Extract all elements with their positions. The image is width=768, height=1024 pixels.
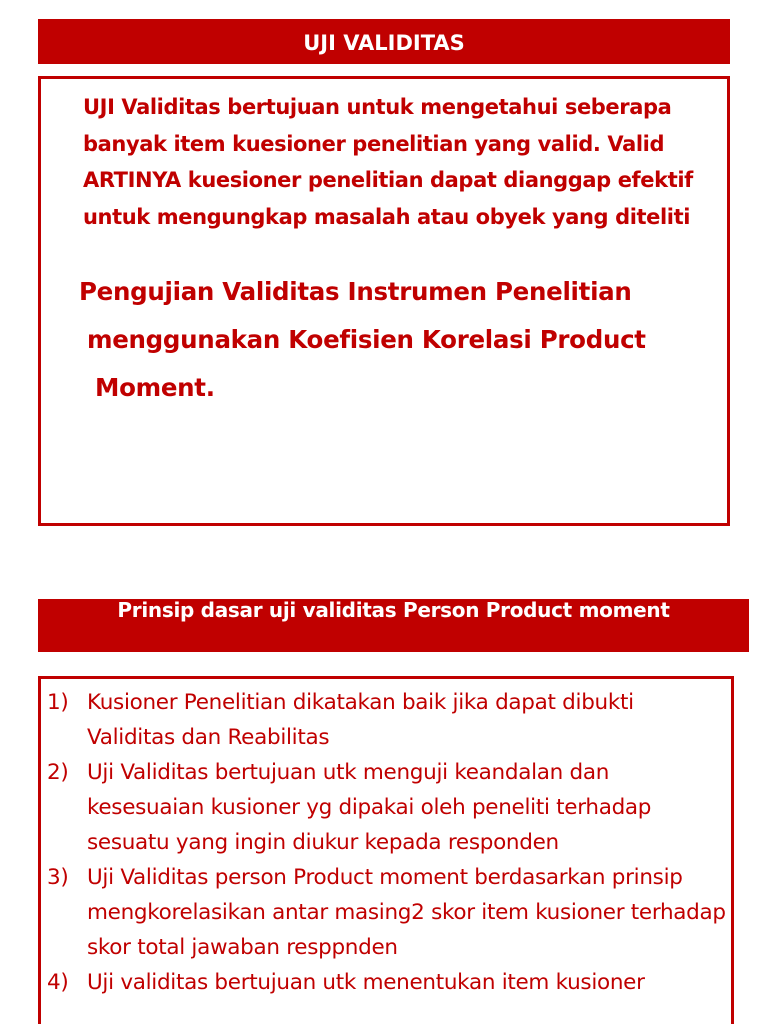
list-item-number: 3) (47, 865, 69, 890)
principles-list (47, 685, 727, 1000)
statement-line-1: Pengujian Validitas Instrumen Penelitian (79, 277, 632, 306)
list-item-number: 1) (47, 690, 69, 715)
section-title-uji-validitas: UJI VALIDITAS (38, 19, 730, 64)
list-item (47, 755, 727, 860)
statement-line-2: menggunakan Koefisien Korelasi Product (87, 325, 646, 354)
list-item (47, 685, 727, 755)
list-item-text: Uji Validitas bertujuan utk menguji keandalan dan kesesuaian kusioner yg dipakai oleh peneliti terhadap sesuatu yang ingin diukur kepada responden (87, 760, 652, 855)
statement-line-3: Moment. (95, 373, 215, 402)
list-item-number: 2) (47, 760, 69, 785)
list-item-text: Uji validitas bertujuan utk menentukan item kusioner (87, 970, 645, 995)
list-item (47, 860, 727, 965)
list-item-text: Kusioner Penelitian dikatakan baik jika dapat dibukti Validitas dan Reabilitas (87, 690, 634, 750)
principles-box (38, 676, 734, 1024)
list-item-text: Uji Validitas person Product moment berdasarkan prinsip mengkorelasikan antar masing2 skor item kusioner terhadap skor total jawaban resppnden (87, 865, 726, 960)
section-title-prinsip-dasar: Prinsip dasar uji validitas Person Product moment (38, 599, 749, 652)
list-item-number: 4) (47, 970, 69, 995)
definition-box (38, 76, 730, 526)
list-item (47, 965, 727, 1000)
intro-paragraph: UJI Validitas bertujuan untuk mengetahui seberapa banyak item kuesioner penelitian yang valid. Valid ARTINYA kuesioner penelitian dapat dianggap efektif untuk mengungkap masalah atau obyek yang diteliti (83, 95, 693, 229)
